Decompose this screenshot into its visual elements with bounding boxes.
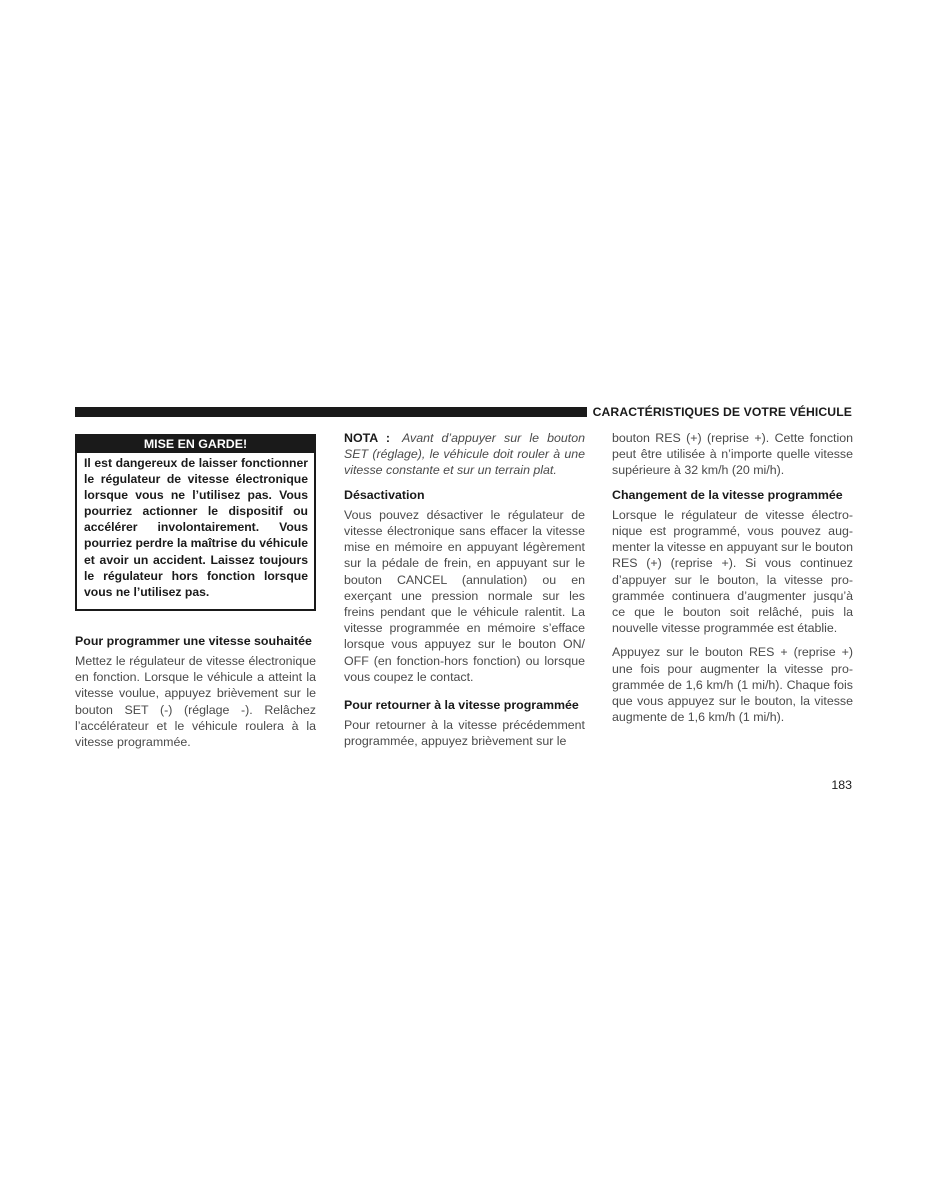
warning-text: Il est dangereux de laisser fonctionner le régulateur de vitesse électronique lorsque vous ne l’utilisez pas. Vous pourriez actionner le dispositif ou accélérer involontairement. Vous pourriez perdre la maîtrise du véhicule et avoir un accident. Laissez toujours le régulateur hors fonction lorsque vous ne l’utilisez pas. xyxy=(84,456,308,599)
column-2 xyxy=(344,430,585,758)
heading-program-speed: Pour programmer une vitesse souhaitée xyxy=(75,633,312,648)
warning-box xyxy=(75,434,316,611)
paragraph-change-speed-2: Appuyez sur le bouton RES + (reprise +) une fois pour augmenter la vitesse programmée de 1,6 km/h (1 mi/h). Chaque fois que vous appuyez sur le bouton, la vitesse augmente de 1,6 km/h (1 mi/h). xyxy=(612,645,853,725)
header-rule xyxy=(75,407,587,417)
section-title: CARACTÉRISTIQUES DE VOTRE VÉHICULE xyxy=(592,405,852,419)
column-3 xyxy=(612,430,853,733)
paragraph-continued: bouton RES (+) (reprise +). Cette fonction peut être utilisée à n’importe quelle vitesse supérieure à 32 km/h (20 mi/h). xyxy=(612,431,853,478)
paragraph-deactivation: Vous pouvez désactiver le régulateur de vitesse électronique sans effacer la vitesse mise en mémoire en appuyant légèrement sur la pédale de frein, en appuyant sur le bouton CANCEL (annulation) ou en exerçant une pression normale sur les freins pendant que le véhicule ralentit. La vitesse programmée en mémoire s’efface lorsque vous appuyez sur le bouton ON/ OFF (en fonction-hors fonction) ou lorsque vous coupez le contact. xyxy=(344,507,585,684)
heading-return-speed: Pour retourner à la vitesse programmée xyxy=(344,698,579,713)
note-paragraph xyxy=(344,430,585,479)
note-label: NOTA : xyxy=(344,431,390,445)
heading-change-speed: Changement de la vitesse programmée xyxy=(612,487,843,502)
paragraph-return-speed: Pour retourner à la vitesse précédemment programmée, appuyez brièvement sur le xyxy=(344,718,585,749)
warning-title: MISE EN GARDE! xyxy=(77,436,314,453)
heading-deactivation: Désactivation xyxy=(344,487,425,502)
page-number: 183 xyxy=(831,778,852,792)
paragraph-program-speed: Mettez le régulateur de vitesse électronique en fonction. Lorsque le véhicule a atteint la vitesse voulue, appuyez brièvement sur le bouton SET (-) (réglage -). Relâchez l’accélérateur et le véhicule roulera à la vitesse programmée. xyxy=(75,654,316,750)
paragraph-change-speed-1: Lorsque le régulateur de vitesse électronique est programmé, vous pouvez augmenter la vitesse en appuyant sur le bouton RES (+) (reprise +). Si vous continuez d’appuyer sur le bouton, la vitesse programmée continuera d’augmenter jusqu’à ce que le bouton soit relâché, puis la nouvelle vitesse programmée est établie. xyxy=(612,507,853,636)
column-1 xyxy=(75,430,316,758)
note-text: Avant d’appuyer sur le bouton SET (réglage), le véhicule doit rouler à une vitesse constante et sur un terrain plat. xyxy=(344,431,585,478)
